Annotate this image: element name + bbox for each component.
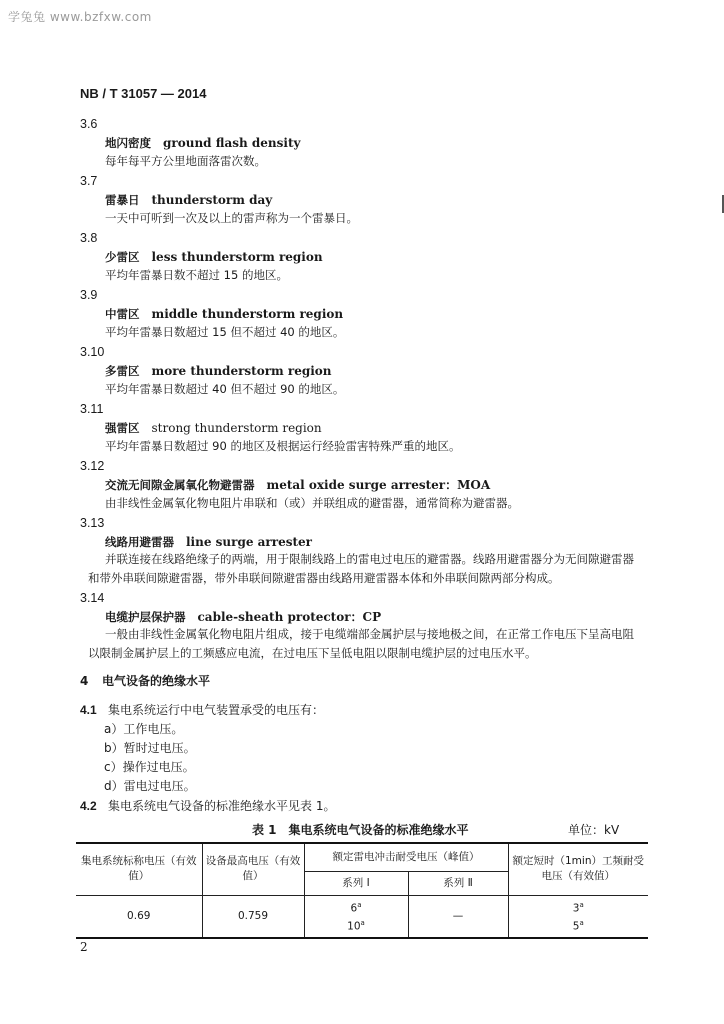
term-number: 3.12 [80,459,105,473]
term-number: 3.14 [80,591,105,605]
cell-power-frequency [508,895,648,938]
term-title [105,192,272,208]
term-title [105,534,312,550]
header-series-1: 系列 Ⅰ [304,871,408,895]
term-definition: 并联连接在线路绝缘子的两端，用于限制线路上的雷电过电压的避雷器。线路用避雷器分为无间隙避雷器和带外串联间隙避雷器，带外串联间隙避雷器由线路用避雷器本体和外串联间隙两部分构成。 [88,552,634,585]
cell-series-1 [304,895,408,938]
page-number: 2 [80,940,88,954]
term-definition: 平均年雷暴日数超过 90 的地区及根据运行经验雷害特殊严重的地区。 [105,439,461,453]
term-english: strong thunderstorm region [151,421,322,435]
cell-nominal-voltage: 0.69 [76,895,202,938]
term-number: 3.9 [80,288,98,302]
cell-series-2: — [408,895,508,938]
header-power-frequency: 额定短时（1min）工频耐受电压（有效值） [508,843,648,895]
document-code: NB / T 31057 — 2014 [80,86,207,101]
term-number: 3.10 [80,345,105,359]
term-chinese: 少雷区 [105,250,140,264]
term-chinese: 多雷区 [105,364,140,378]
section-number: 4 [80,674,89,688]
term-title [105,420,322,436]
term-english: more thunderstorm region [151,364,332,378]
header-series-2: 系列 Ⅱ [408,871,508,895]
value: 6 [350,902,358,914]
list-item: c）操作过电压。 [104,760,195,774]
term-title [105,363,332,379]
clause-number: 4.2 [80,799,97,813]
note-mark: a [579,919,584,927]
clause-text: 集电系统运行中电气装置承受的电压有： [108,703,325,717]
note-mark: a [579,900,584,909]
clause-text: 集电系统电气设备的标准绝缘水平见表 1。 [108,799,336,813]
term-chinese: 中雷区 [105,307,140,321]
term-definition: 平均年雷暴日数超过 40 但不超过 90 的地区。 [105,382,345,396]
table-unit: 单位：kV [568,823,620,837]
term-title [105,135,300,151]
section-heading [80,673,210,689]
clause-4-1 [80,702,324,718]
term-english: metal oxide surge arrester：MOA [266,478,491,492]
term-chinese: 线路用避雷器 [105,535,174,549]
term-english: thunderstorm day [151,193,273,207]
watermark: 学兔兔 www.bzfxw.com [8,10,152,24]
list-item: b）暂时过电压。 [104,741,196,755]
term-chinese: 交流无间隙金属氧化物避雷器 [105,478,255,492]
term-number: 3.11 [80,402,104,416]
term-number: 3.6 [80,117,98,131]
term-chinese: 电缆护层保护器 [105,610,186,624]
term-definition: 一般由非线性金属氧化物电阻片组成，接于电缆端部金属护层与接地极之间，在正常工作电压下呈高电阻以限制金属护层上的工频感应电流，在过电压下呈低电阻以限制电缆护层的过电压水平。 [88,627,634,660]
term-definition: 一天中可听到一次及以上的雷声称为一个雷暴日。 [105,211,358,225]
insulation-level-table [76,842,648,939]
term-chinese: 强雷区 [105,421,140,435]
list-item: a）工作电压。 [104,722,184,736]
term-english: middle thunderstorm region [151,307,344,321]
term-chinese: 雷暴日 [105,193,140,207]
cell-max-voltage: 0.759 [202,895,304,938]
term-number: 3.13 [80,516,105,530]
header-lightning-impulse: 额定雷电冲击耐受电压（峰值） [304,843,508,871]
term-title [105,477,490,493]
term-english: ground flash density [163,136,301,150]
value: 10 [347,920,361,933]
value: 3 [572,902,580,914]
term-definition: 由非线性金属氧化物电阻片串联和（或）并联组成的避雷器，通常简称为避雷器。 [105,496,519,510]
section-title: 电气设备的绝缘水平 [102,674,211,688]
term-english: cable-sheath protector：CP [197,610,382,624]
term-title [105,306,343,322]
term-number: 3.8 [80,231,98,245]
clause-4-2 [80,798,335,814]
term-definition: 平均年雷暴日数不超过 15 的地区。 [105,268,288,282]
term-english: line surge arrester [186,535,312,549]
value: 5 [572,920,580,933]
term-english: less thunderstorm region [151,250,323,264]
table-caption: 表 1 集电系统电气设备的标准绝缘水平 [252,823,469,837]
term-number: 3.7 [80,174,98,188]
note-mark: a [357,900,362,909]
header-nominal-voltage: 集电系统标称电压（有效值） [76,843,202,895]
clause-number: 4.1 [80,703,97,717]
term-definition: 平均年雷暴日数超过 15 但不超过 40 的地区。 [105,325,345,339]
term-title [105,249,323,265]
term-title [105,609,381,625]
header-max-voltage: 设备最高电压（有效值） [202,843,304,895]
list-item: d）雷电过电压。 [104,779,196,793]
term-chinese: 地闪密度 [105,136,151,150]
term-definition: 每年每平方公里地面落雷次数。 [105,154,266,168]
note-mark: a [360,919,365,927]
